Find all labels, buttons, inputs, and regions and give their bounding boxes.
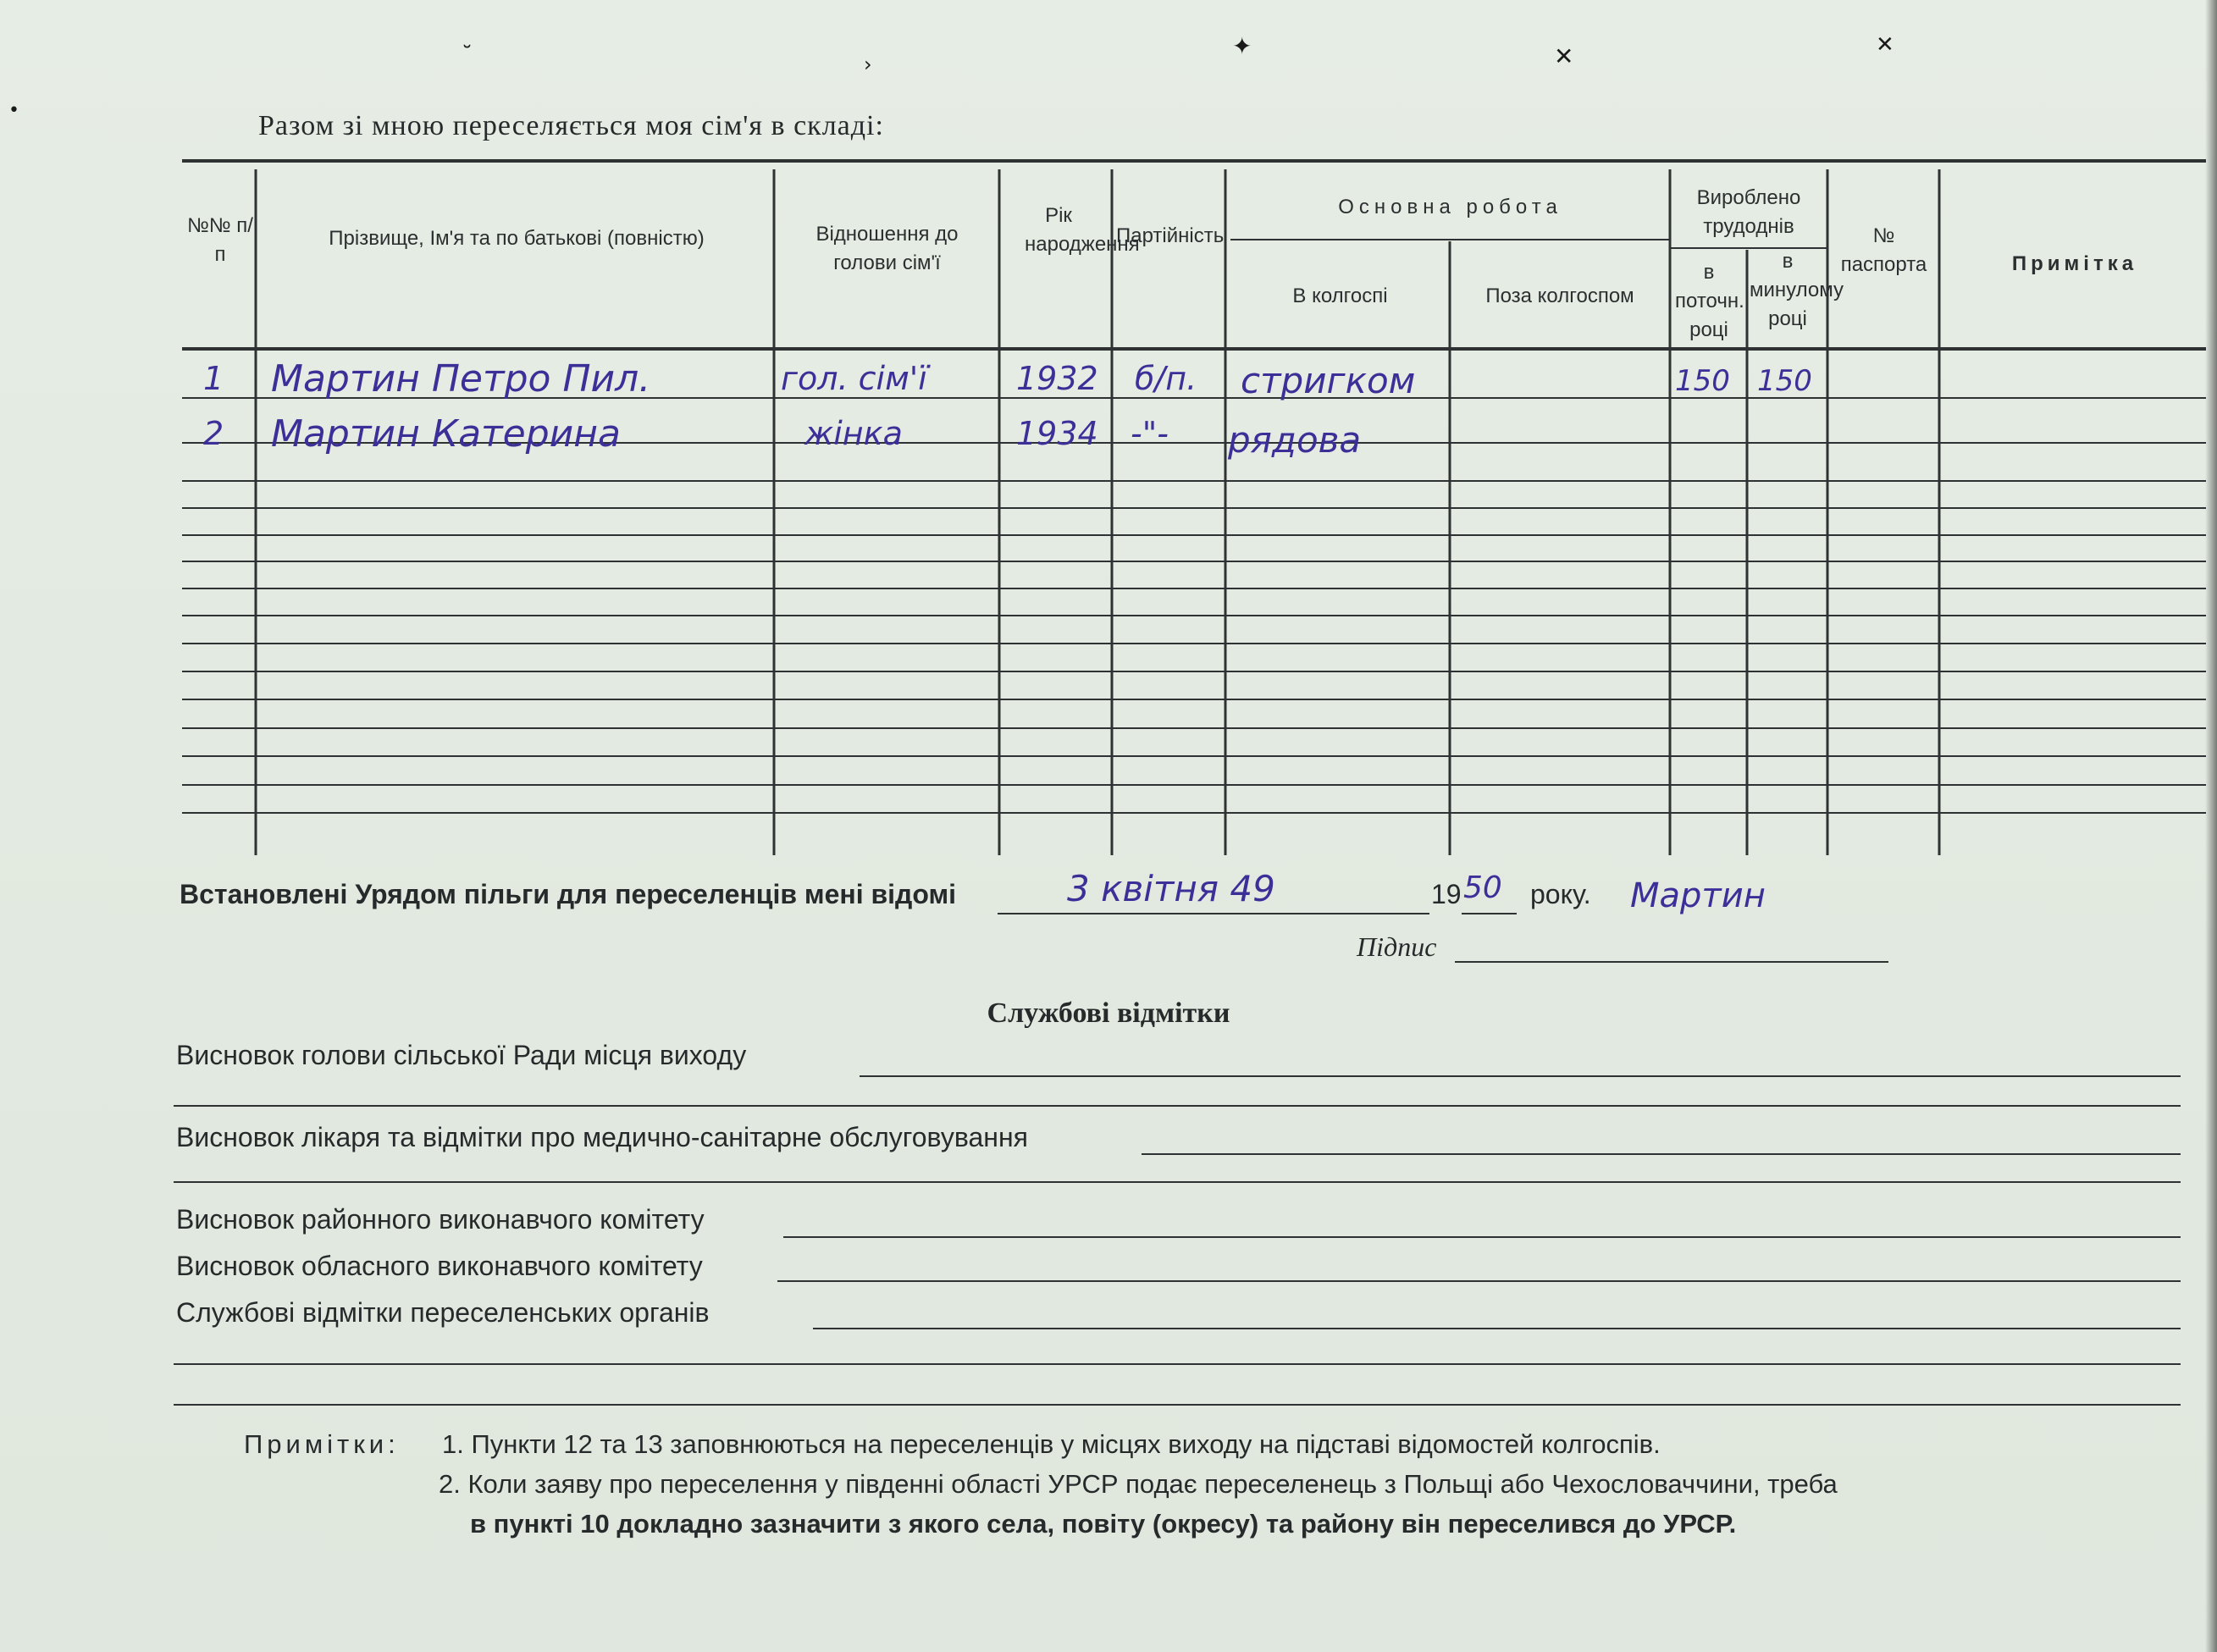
header-party: Партійність	[1116, 224, 1225, 247]
note-2: 2. Коли заяву про переселення у південні області УРСР подає переселенець з Польщі або Чехословаччини, треба	[439, 1469, 1838, 1499]
pinhole-mark: ✕	[1554, 42, 1574, 70]
official-line-5-extra-2	[174, 1404, 2181, 1406]
official-line-2-label: Висновок лікаря та відмітки про медично-санітарне обслуговування	[176, 1122, 1028, 1152]
header-year: Рік народження	[1025, 204, 1140, 256]
row-2-party: -"-	[1131, 415, 1169, 452]
benefits-date-line	[998, 913, 1429, 914]
header-num: №№ п/п	[187, 214, 253, 266]
signature-line	[1455, 961, 1888, 963]
header-name: Прізвище, Ім'я та по батькові (повністю)	[329, 227, 705, 250]
row-1-num: 1	[203, 360, 224, 397]
pinhole-mark: ˘	[462, 42, 473, 68]
header-workdays: Вироблено трудоднів	[1696, 186, 1801, 238]
row-1-name: Мартин Петро Пил.	[271, 357, 651, 401]
ink-mark: •	[8, 100, 19, 121]
official-line-5-label: Службові відмітки переселенських органів	[176, 1297, 710, 1328]
row-1-work: стригком	[1241, 360, 1416, 401]
header-relation: Відношення до голови сім'ї	[815, 223, 959, 274]
header-outside-kolhosp: Поза колгоспом	[1485, 285, 1634, 307]
notes-label: Примітки:	[244, 1429, 400, 1459]
pinhole-mark: ✕	[1876, 32, 1894, 58]
official-line-5-field	[813, 1328, 2181, 1329]
official-line-1-label: Висновок голови сільської Ради місця виходу	[176, 1040, 747, 1070]
header-main-work: Основна робота	[1338, 196, 1562, 218]
official-line-2-extra	[174, 1181, 2181, 1183]
benefits-year-value: 50	[1463, 870, 1502, 905]
intro-text: Разом зі мною переселяється моя сім'я в складі:	[258, 110, 884, 141]
header-current-year: в поточн. році	[1675, 261, 1744, 341]
row-1-year: 1932	[1016, 360, 1098, 397]
pinhole-mark: ✦	[1232, 32, 1252, 60]
benefits-date-value: 3 квітня 49	[1067, 868, 1275, 909]
benefits-year-suffix: року.	[1530, 879, 1591, 909]
row-2-relation: жінка	[804, 415, 903, 452]
row-2-work: рядова	[1228, 419, 1362, 461]
header-note: Примітка	[2011, 252, 2138, 275]
official-line-1-extra	[174, 1105, 2181, 1107]
benefits-label: Встановлені Урядом пільги для переселенців мені відомі	[180, 879, 957, 909]
row-2-year: 1934	[1016, 415, 1098, 452]
year-line	[1462, 913, 1517, 914]
official-line-4-field	[777, 1280, 2181, 1282]
official-line-3-field	[783, 1236, 2181, 1238]
official-line-3-label: Висновок районного виконавчого комітету	[176, 1204, 705, 1235]
row-1-relation: гол. сім'ї	[781, 360, 927, 397]
header-passport: № паспорта	[1840, 224, 1927, 276]
note-2-continued: в пункті 10 докладно зазначити з якого села, повіту (окресу) та району він переселився до УРСР.	[470, 1509, 1737, 1539]
row-1-last: 150	[1757, 364, 1812, 398]
signature-value: Мартин	[1630, 876, 1766, 915]
official-line-2-field	[1142, 1153, 2181, 1155]
header-last-year: в минулому році	[1750, 250, 1844, 330]
signature-label: Підпис	[1357, 931, 1437, 962]
row-2-num: 2	[203, 415, 224, 452]
benefits-year-prefix: 19	[1431, 879, 1462, 909]
official-section-title: Службові відмітки	[987, 997, 1230, 1029]
row-1-current: 150	[1675, 364, 1730, 398]
header-in-kolhosp: В колгоспі	[1292, 285, 1388, 307]
row-1-party: б/п.	[1135, 360, 1197, 397]
official-line-4-label: Висновок обласного виконавчого комітету	[176, 1251, 703, 1281]
note-1: 1. Пункти 12 та 13 заповнюються на переселенців у місцях виходу на підставі відомостей колгоспів.	[442, 1429, 1661, 1459]
pinhole-mark: ›	[864, 52, 872, 76]
official-line-1-field	[860, 1075, 2181, 1077]
row-2-name: Мартин Катерина	[271, 412, 621, 456]
official-line-5-extra-1	[174, 1363, 2181, 1365]
